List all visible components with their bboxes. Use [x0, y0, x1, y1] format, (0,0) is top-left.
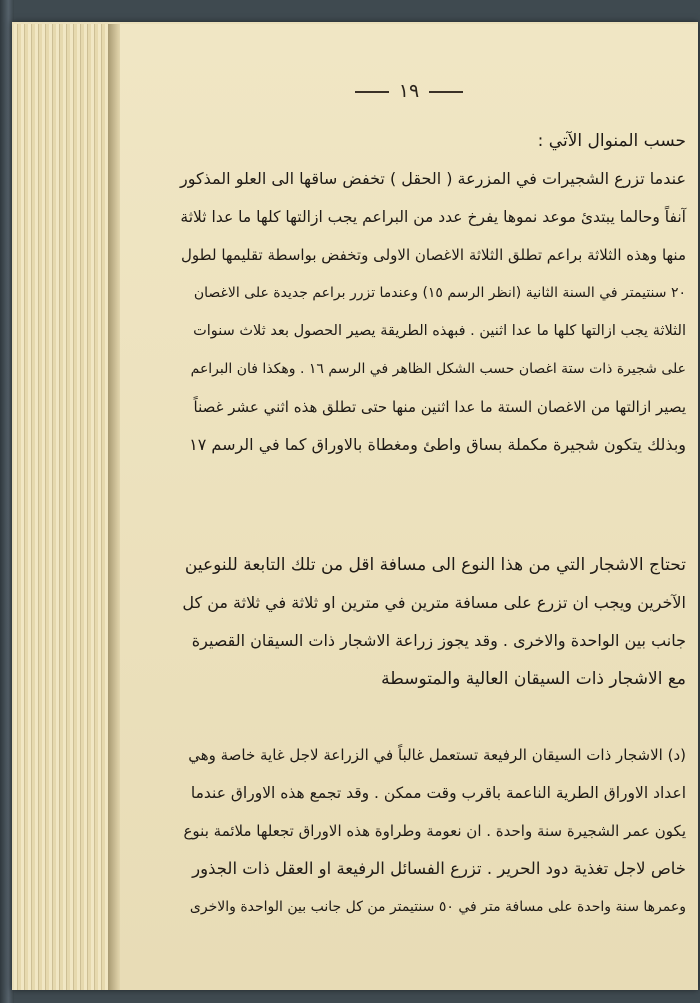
paragraph-3 [178, 736, 686, 926]
text-line: وبذلك يتكون شجيرة مكملة بساق واطئ ومغطاة بالاوراق كما في الرسم ١٧ [189, 435, 686, 454]
dash-left [355, 91, 389, 93]
text-line: حسب المنوال الآتي : [537, 131, 686, 151]
paragraph-2 [178, 546, 686, 698]
text-line: يصير ازالتها من الاغصان الستة ما عدا اثنين منها حتى تطلق هذه اثني عشر غصناً [193, 398, 686, 416]
text-line: مع الاشجار ذات السيقان العالية والمتوسطة [381, 669, 686, 689]
text-line: جانب بين الواحدة والاخرى . وقد يجوز زراعة الاشجار ذات السيقان القصيرة [191, 631, 686, 650]
page-number-value: ١٩ [398, 80, 420, 102]
text-line: وعمرها سنة واحدة على مسافة متر في ٥٠ سنتيمتر من كل جانب بين الواحدة والاخرى [189, 899, 686, 915]
text-line: عندما تزرع الشجيرات في المزرعة ( الحقل ) تخفض ساقها الى العلو المذكور [180, 169, 686, 188]
dash-right [429, 91, 463, 93]
text-line: خاص لاجل تغذية دود الحرير . تزرع الفسائل الرفيعة او العقل ذات الجذور [192, 859, 686, 878]
page-edges [14, 24, 112, 990]
text-line: الثلاثة يجب ازالتها كلها ما عدا اثنين . فبهذه الطريقة يصير الحصول بعد ثلاث سنوات [193, 323, 686, 339]
text-line: تحتاج الاشجار التي من هذا النوع الى مسافة اقل من تلك التابعة للنوعين [184, 555, 686, 575]
text-line: الآخرين ويجب ان تزرع على مسافة مترين في مترين او ثلاثة في ثلاثة من كل [182, 593, 686, 612]
page-number [120, 80, 698, 102]
text-line: آنفاً وحالما يبتدئ موعد نموها يفرخ عدد من البراعم يجب ازالتها كلها ما عدا ثلاثة [180, 208, 686, 226]
paragraph-1 [178, 122, 686, 464]
text-line: (د) الاشجار ذات السيقان الرفيعة تستعمل غالباً في الزراعة لاجل غاية خاصة وهي [188, 746, 686, 764]
book-page [120, 24, 698, 990]
text-line: اعداد الاوراق الطرية الناعمة باقرب وقت ممكن . وقد تجمع هذه الاوراق عندما [190, 784, 686, 802]
text-line: يكون عمر الشجيرة سنة واحدة . ان نعومة وطراوة هذه الاوراق تجعلها ملائمة بنوع [183, 822, 686, 840]
text-line: ٢٠ سنتيمتر في السنة الثانية (انظر الرسم ١٥) وعندما تزرر براعم جديدة على الاغصان [193, 285, 686, 301]
text-line: على شجيرة ذات ستة اغصان حسب الشكل الظاهر في الرسم ١٦ . وهكذا فان البراعم [190, 361, 686, 377]
text-line: منها وهذه الثلاثة براعم تطلق الثلاثة الاغصان الاولى وتخفض بواسطة تقليمها لطول [181, 246, 686, 264]
